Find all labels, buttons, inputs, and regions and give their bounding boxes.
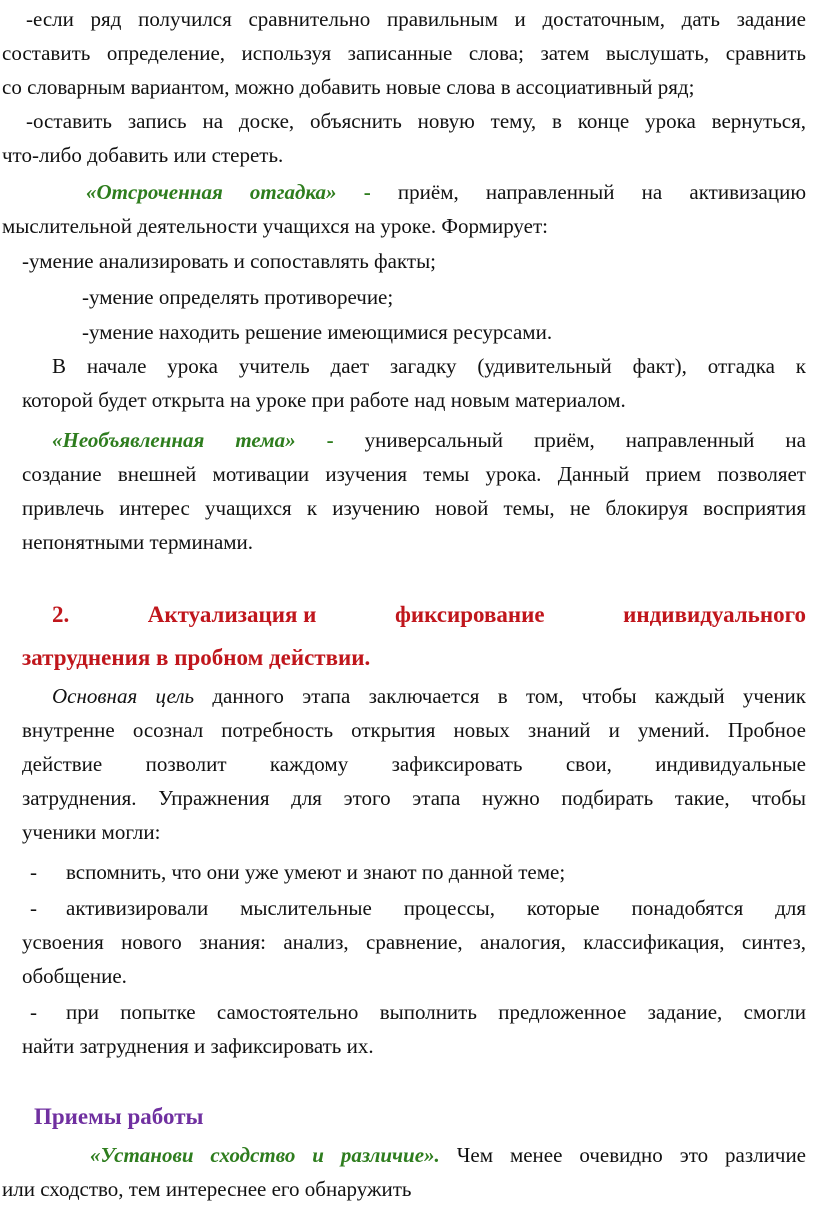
term-dash: - [363,180,371,204]
list-item-text: при попытке самостоятельно выполнить предложенное задание, смогли [66,1000,806,1024]
paragraph-line: действие позволит каждому зафиксировать свои, индивидуальные [22,752,806,776]
list-item [30,855,565,889]
paragraph-line: со словарным вариантом, можно добавить новые слова в ассоциативный ряд; [2,75,695,99]
paragraph-line: внутренне осознал потребность открытия новых знаний и умений. Пробное [22,718,806,742]
list-item-text: активизировали мыслительные процессы, которые понадобятся для [66,896,806,920]
term-delayed-answer: «Отсроченная отгадка» [86,180,337,204]
paragraph-line: или сходство, тем интереснее его обнаружить [2,1177,412,1201]
paragraph-line: затруднения. Упражнения для этого этапа нужно подбирать такие, чтобы [22,786,806,810]
section-heading-line: затруднения в пробном действии. [22,645,371,670]
paragraph-line: которой будет открыта на уроке при работе над новым материалом. [22,388,626,412]
term-main-goal: Основная цель [52,684,195,708]
list-dash: - [30,1000,37,1024]
paragraph-line: мыслительной деятельности учащихся на уроке. Формирует: [2,214,548,238]
list-item [30,891,806,925]
paragraph-line [52,423,806,457]
paragraph-line: создание внешней мотивации изучения темы урока. Данный прием позволяет [22,462,806,486]
section-heading-word: Актуализация и [147,602,317,627]
term-similarity-difference: «Установи сходство и различие». [90,1143,440,1167]
section-heading-word: фиксирование [394,602,545,627]
paragraph-line [86,175,806,209]
paragraph-line [52,679,806,713]
subsection-heading: Приемы работы [34,1104,204,1129]
paragraph-line: привлечь интерес учащихся к изучению новой темы, не блокируя восприятия [22,496,806,520]
list-item: -умение находить решение имеющимися ресурсами. [82,320,553,344]
list-item: -умение определять противоречие; [82,285,394,309]
paragraph-text: Чем менее очевидно это различие [456,1143,807,1167]
list-item: -умение анализировать и сопоставлять факты; [22,249,437,273]
term-dash: - [326,428,334,452]
paragraph-line: обобщение. [22,964,127,988]
paragraph-line: найти затруднения и зафиксировать их. [22,1034,374,1058]
list-item-text: вспомнить, что они уже умеют и знают по данной теме; [66,860,566,884]
paragraph-line: усвоения нового знания: анализ, сравнение, аналогия, классификация, синтез, [22,930,806,954]
list-dash: - [30,896,37,920]
list-item [30,995,806,1029]
list-dash: - [30,860,37,884]
paragraph-line: -если ряд получился сравнительно правильным и достаточным, дать задание [26,7,806,31]
paragraph-line [90,1138,806,1172]
paragraph-text: универсальный приём, направленный на [364,428,806,452]
paragraph-line: В начале урока учитель дает загадку (удивительный факт), отгадка к [52,354,806,378]
section-number: 2. [52,602,70,627]
paragraph-line: что-либо добавить или стереть. [2,143,284,167]
section-heading-word: индивидуального [623,602,806,627]
paragraph-line: -оставить запись на доске, объяснить новую тему, в конце урока вернуться, [26,109,806,133]
term-unannounced-topic: «Необъявленная тема» [52,428,296,452]
paragraph-text: приём, направленный на активизацию [397,180,807,204]
paragraph-line: ученики могли: [22,820,161,844]
section-heading [52,598,806,632]
paragraph-line: непонятными терминами. [22,530,254,554]
paragraph-text: данного этапа заключается в том, чтобы каждый ученик [212,684,806,708]
paragraph-line: составить определение, используя записанные слова; затем выслушать, сравнить [2,41,806,65]
